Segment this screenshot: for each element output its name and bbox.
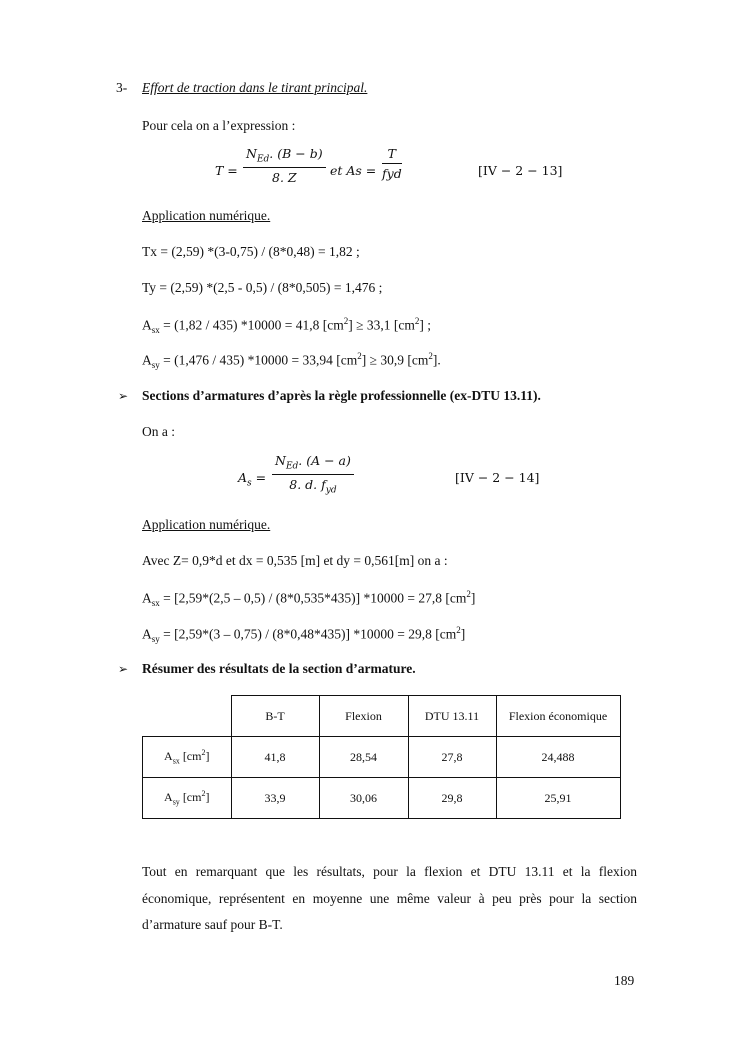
table-row (143, 778, 621, 819)
table-cell: 27,8 (408, 737, 496, 778)
eq1-fraction2 (382, 146, 402, 181)
eq1-den: 8. Z (272, 169, 297, 185)
page-number: 189 (614, 973, 635, 988)
app1-asx: $A_{sx} = (1,82 / 435) *10000 = 41,8$ $[cm^2] \ge 33,1$ $[cm^2]$ ; (142, 316, 432, 336)
eq1-num-rest: . (B − b) (269, 146, 323, 161)
section-title: Effort de traction dans le tirant principal. (142, 80, 368, 95)
app2-line1: Avec Z= 0,9*d et dx = 0,535 [m] et dy = 0,561[m] on a : (142, 553, 448, 568)
section-number: 3- (116, 80, 128, 95)
intro-text: Pour cela on a l’expression : (142, 118, 296, 133)
app2-asy: $A_{sy} = [2,59*(3 - 0,75) / (8*0,48*435)] *10000 = 29,8$ $[cm^2]$ (142, 625, 466, 645)
eq1-mid: et As = (330, 163, 377, 178)
table-cell: 33,9 (231, 778, 319, 819)
table-header: Flexion économique (496, 696, 620, 737)
eq1-fraction (243, 146, 326, 185)
eq2-fraction: $N_{Ed}$. (A − a) 8. d. $f_{yd}$ (272, 453, 354, 495)
conclusion-line-1: Tout en remarquant que les résultats, pour la flexion et DTU 13.11 et la flexion (142, 864, 637, 879)
eq1-num-sub: Ed (256, 154, 270, 165)
table-row (143, 737, 621, 778)
app2-asx: $A_{sx} = [2,59*(2,5 - 0,5) / (8*0,535*435)] *10000 = 27,8$ $[cm^2]$ (142, 589, 476, 609)
bullet1-text: Sections d’armatures d’après la règle professionnelle (ex-DTU 13.11). (142, 388, 541, 403)
app2-heading: Application numérique. (142, 517, 271, 532)
eq1-num2: T (387, 146, 397, 161)
app1-tx: Tx = (2,59) *(3-0,75) / (8*0,48) = 1,82 ; (142, 244, 360, 259)
table-corner (143, 696, 232, 737)
conclusion-line-2: économique, représentent en moyenne une même valeur à peu près pour la section (142, 891, 637, 906)
eq1-lhs: T = (215, 163, 238, 178)
bullet2-text: Résumer des résultats de la section d’armature. (142, 661, 416, 676)
table-cell: 30,06 (319, 778, 408, 819)
table-row-label: $A_{sx}$ $[cm^2]$ (143, 737, 232, 778)
table-header: B-T (231, 696, 319, 737)
eq1-den2: fyd (382, 166, 402, 181)
table-cell: 41,8 (231, 737, 319, 778)
app1-ty: Ty = (2,59) *(2,5 - 0,5) / (8*0,505) = 1,476 ; (142, 280, 383, 295)
eq1-ref: [IV − 2 − 13] (478, 163, 563, 178)
bullet-arrow-icon: ➢ (118, 389, 129, 403)
bullet-arrow-icon: ➢ (118, 662, 129, 676)
table-row-label: $A_{sy}$ $[cm^2]$ (143, 778, 232, 819)
table-cell: 24,488 (496, 737, 620, 778)
eq2-lhs: $A_s$ = (238, 470, 267, 489)
table-cell: 25,91 (496, 778, 620, 819)
table-cell: 28,54 (319, 737, 408, 778)
ona-text: On a : (142, 424, 175, 439)
table-header: Flexion (319, 696, 408, 737)
eq1-num: N (246, 146, 257, 161)
table-header: DTU 13.11 (408, 696, 496, 737)
results-table (142, 695, 621, 819)
table-header-row (143, 696, 621, 737)
eq2-ref: [IV − 2 − 14] (455, 470, 540, 485)
app1-asy: $A_{sy} = (1,476 / 435) *10000 = 33,94$ $[cm^2] \ge 30,9$ $[cm^2]$. (142, 351, 441, 371)
conclusion-line-3: d’armature sauf pour B-T. (142, 917, 283, 932)
app1-heading: Application numérique. (142, 208, 271, 223)
table-cell: 29,8 (408, 778, 496, 819)
